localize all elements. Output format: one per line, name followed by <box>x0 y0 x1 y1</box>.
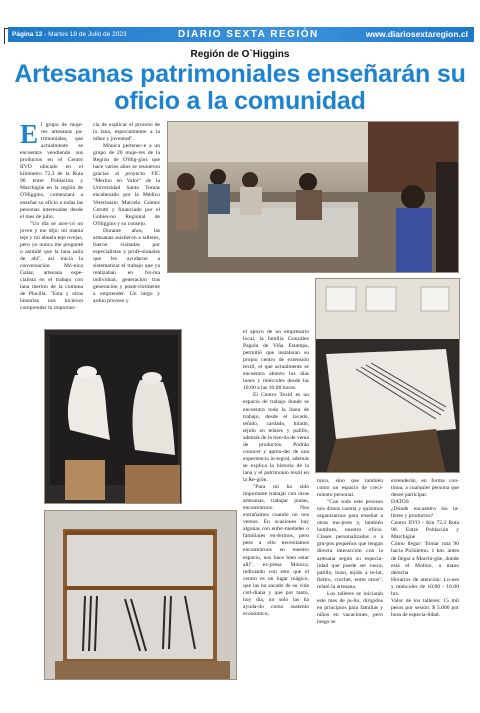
datos-price: Valor de los talleres: 15 mil pesos por sesión. $ 5.000 por hora de especia-lidad. <box>391 597 459 618</box>
paragraph: El Centro Textil es un espacio de trabajo donde se encuentra toda la línea de trabajo, desde el lavado, teñido, cardado, hilado, tejido en telares y palillo, además de la tien-da de venta de productos. Podrán conocer y apren-der de una experiencia in-tegral, además se explica la historia de la lana y el patrimonio textil en la Re-gión. <box>243 392 310 483</box>
datos-address: Centro IIVO - Km 72,3 Ruta 90. Entre Población y Marchigüe <box>391 520 459 541</box>
photo-shawls-illustration <box>45 330 182 504</box>
text-column-5 <box>391 478 459 619</box>
paragraph: "Para mí ha sido importante trabajar con otras artesanas, trabajar juntas, encontrarnos. Nos extrañamos cuando no nos vemos. En ocasiones hay algunas con enfer-medades o familiares en-fermos, pero pese a ello necesitamos encontrarnos en nuestro espacio, nos hace bien estar allí", ex-presa Mónica, indicando con esto que el centro es un lugar mágico, que las ha sacado de su vida coti-diana y que por tanto, hoy día, no solo las ha ayuda-do como sustento económico, <box>243 484 309 617</box>
photo-white-shawls <box>44 329 182 504</box>
text-column-4 <box>317 478 383 626</box>
photo-woven-textiles <box>315 278 460 473</box>
photo-textiles-illustration <box>316 279 460 473</box>
drop-cap: E <box>20 119 39 149</box>
paragraph: Los talleres se iniciarán este mes de ju-lio, dirigidos en principios para familias y niños en vacaciones, pero luego se <box>317 590 383 625</box>
datos-hours: Horarios de atención: Lu-nes y miércoles de 10:00 - 16:00 hrs. <box>391 576 459 597</box>
datos-title: DATOS <box>391 499 409 506</box>
photo-display-case-illustration <box>45 511 237 680</box>
issue-date: - Martes 18 de Julio de 2023 <box>42 31 127 38</box>
paragraph: "Un día se acer-có un joven y me dijo: mi mamá teje y mi abuela teje ovejas, pero yo nunca me pregunté o asimilé que la lana salía de ahí", así inicia la conversación Mó-nica Galaz, artesana espe-cialista en el trabajo con lana merino de la comuna de Placilla. "Esta y otras historias nos hicieron comprender lo importan- <box>20 220 83 312</box>
website-url[interactable]: www.diariosextaregion.cl <box>365 29 468 39</box>
photo-artisans-illustration <box>168 122 459 273</box>
headline: Artesanas patrimoniales enseñarán su oficio a la comunidad <box>14 60 466 115</box>
text-column-2 <box>93 122 160 305</box>
paragraph: el apoyo de un empresario local, la familia González Pagola de Viña Estampa, permitió que instalaran su propio centro de extensión textil, el que actualmente se encuentra abierto los días lunes y miércoles desde las 10:00 a las 16:00 horas. <box>243 329 309 392</box>
datos-directions: Cómo llegar: Tomar ruta 90 hacia Pichilemu. 1 km. antes de llegar a Marchi-güe, donde está el Molino, a mano derecha <box>391 541 459 576</box>
paragraph-text: l grupo de muje-res artesanas pa-trimoniales, que actualmente se encuentra vendiendo sus productos en el Centro IIVO ubicado en el kilómetro 72,3 de la Ruta 90 entre Población y Marchigüe en la región de O'Higgins, comenzará a enseñar su oficio a todas las personas interesadas desde el mes de julio. <box>20 122 83 220</box>
text-column-3 <box>243 329 309 618</box>
paragraph: extenderán, en forma con-tinua, a cualquier persona que desee participar. <box>391 478 459 499</box>
photo-display-case <box>44 510 237 680</box>
datos-box <box>391 499 459 619</box>
photo-artisans-showroom <box>167 121 459 273</box>
page-date-label <box>12 28 127 41</box>
paragraph: mico, sino que también como un espacio de creci-miento personal. <box>317 478 383 499</box>
newspaper-name: DIARIO SEXTA REGIÓN <box>178 29 319 40</box>
paragraph: Durante años, las artesanas asistieron a talleres, fueron visitadas por especialistas y profe-sionales que les ayudaron a sistematizar el trabajo que ya realizaban en for-ma individual, generación tras generación y poste-riormente a emprender. Un largo y arduo proceso y <box>93 227 160 305</box>
paragraph <box>20 119 83 221</box>
region-label: Región de O`Higgins <box>190 49 290 60</box>
page-number: Página 12 <box>12 31 43 38</box>
text-column-1 <box>20 119 83 312</box>
paragraph: Mónica pertenec-e a un grupo de 20 muje-res de la Región de O'Hig-gins que hace varios años se reunieron gracias al proyecto FIC "Merino en Valor" de la Universidad Santo Tomás encabezado por la Médico Veterinario Marcela Gómez Cerutti y financiado por el Gobier-no Regional de O'Higgins y su consejo. <box>93 143 160 227</box>
datos-question: ¿Dónde encuentro los ta-lleres y productos? <box>391 506 459 520</box>
paragraph: cia de explicar el proceso de la lana, especialmente a la niñez y juventud". <box>93 122 160 143</box>
paragraph: "Con todo este proceso nos dimos cuenta y quisimos organizarnos para enseñar a otras mu-jeres y, también hombres, nuestro oficio. Clases personalizadas o a gru-pos pequeños que tengan directa interacción con la artesana según su especia-lidad que puede ser rueca, palillo, huso, tejido a te-lar, fieltro, crochet, entre otros", relató la artesana. <box>317 499 383 590</box>
